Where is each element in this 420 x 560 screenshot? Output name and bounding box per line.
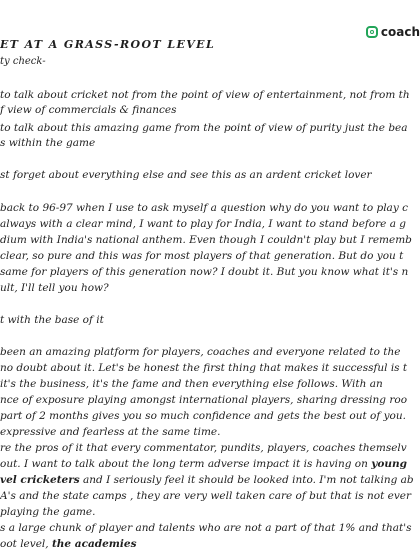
document-subheading: ty check- [0, 56, 46, 67]
text-line [0, 457, 407, 471]
text-span: out. I want to talk about the long term adverse impact it is having on [0, 458, 372, 470]
text-line: to talk about this amazing game from the point of view of purity just the bea [0, 122, 408, 134]
text-line: expressive and fearless at the same time. [0, 426, 221, 438]
emphasis-young: young [371, 458, 407, 470]
text-span: and I seriously feel it should be looked into. I'm not talking ab [79, 474, 414, 486]
brand-logo [366, 25, 420, 39]
text-line: dium with India's national anthem. Even though I couldn't play but I rememb [0, 234, 412, 246]
text-line: back to 96-97 when I use to ask myself a question why do you want to play c [0, 202, 408, 214]
text-line: no doubt about it. Let's be honest the first thing that makes it successful is t [0, 362, 408, 374]
text-line: always with a clear mind, I want to play for India, I want to stand before a g [0, 218, 407, 230]
emphasis-level-cricketers: vel cricketers [0, 474, 80, 486]
text-span: oot level, [0, 538, 52, 550]
text-line: ult, I'll tell you how? [0, 282, 109, 294]
text-line: st forget about everything else and see this as an ardent cricket lover [0, 169, 372, 181]
text-line: playing the game. [0, 506, 96, 518]
text-line: same for players of this generation now? I doubt it. But you know what it's n [0, 266, 409, 278]
instagram-icon [366, 26, 378, 38]
emphasis-the-academies: the academies [51, 538, 137, 550]
text-line: nce of exposure playing amongst international players, sharing dressing roo [0, 394, 408, 406]
text-line: t with the base of it [0, 314, 104, 326]
text-line: s a large chunk of player and talents who are not a part of that 1% and that's [0, 522, 412, 534]
text-line: part of 2 months gives you so much confidence and gets the best out of you. [0, 410, 406, 422]
text-line: s within the game [0, 137, 96, 149]
text-line: f view of commercials & finances [0, 104, 177, 116]
text-line: A's and the state camps , they are very well taken care of but that is not ever [0, 490, 412, 502]
text-line [0, 473, 414, 487]
text-line: to talk about cricket not from the point of view of entertainment, not from th [0, 89, 410, 101]
text-line: clear, so pure and this was for most players of that generation. But do you t [0, 250, 404, 262]
document-heading: ET AT A GRASS-ROOT LEVEL [0, 38, 216, 51]
text-line: been an amazing platform for players, coaches and everyone related to the [0, 346, 401, 358]
text-line: re the pros of it that every commentator, pundits, players, coaches themselv [0, 442, 407, 454]
text-line [0, 537, 137, 551]
brand-name: coach [380, 25, 420, 39]
text-line: it's the business, it's the fame and then everything else follows. With an [0, 378, 383, 390]
